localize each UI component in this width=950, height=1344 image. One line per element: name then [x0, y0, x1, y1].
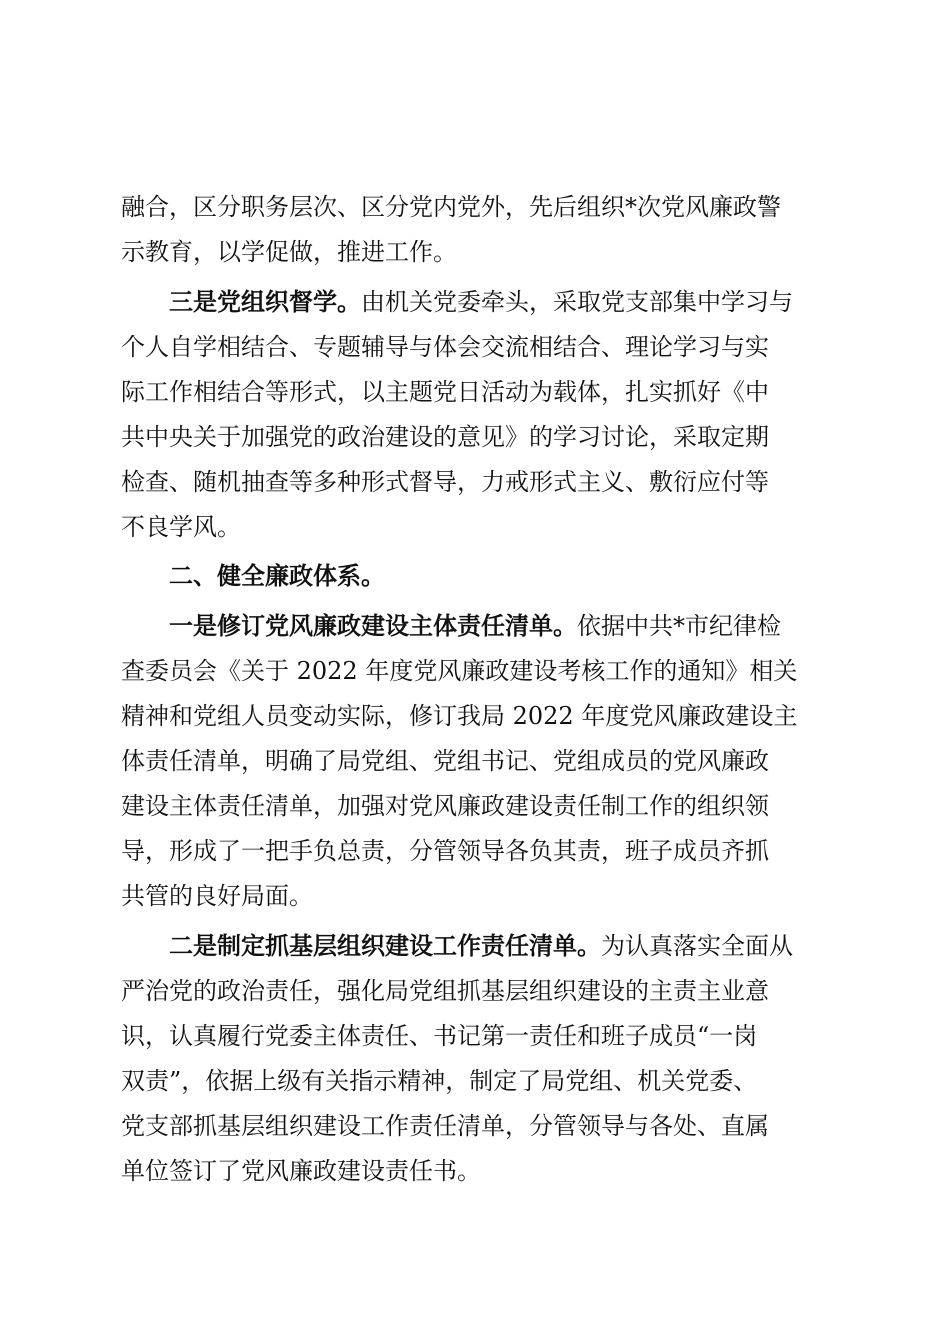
paragraph-grassroots-responsibility-list: [121, 923, 823, 1194]
paragraph-lead: 三是党组织督学。: [169, 287, 361, 316]
paragraph-lead: 二是制定抓基层组织建设工作责任清单。: [169, 931, 601, 960]
document-body: [121, 140, 823, 1198]
paragraph-text: 依据中共*市纪律检 查委员会《关于 2022 年度党风廉政建设考核工作的通知》相关 精神和党组人员变动实际，修订我局 2022 年度党风廉政建设主 体责任清单，明确了局党组、党组书记、党组成员的党风廉政 建设主体责任清单，加强对党风廉政建设责任制工作的组织领 导，形成了一把手负总责，分管领导各负其责，班子成员齐抓 共管的良好局面。: [121, 612, 798, 910]
paragraph-text: 为认真落实全面从 严治党的政治责任，强化局党组抓基层组织建设的主责主业意 识，认真履行党委主体责任、书记第一责任和班子成员“一岗 双责”，依据上级有关指示精神，制定了局党组、机关党委、 党支部抓基层组织建设工作责任清单，分管领导与各处、直属 单位签订了党风廉政建设责任书。: [121, 932, 793, 1185]
paragraph-text: 融合，区分职务层次、区分党内党外，先后组织*次党风廉政警 示教育，以学促做，推进工作。: [121, 193, 781, 266]
paragraph-continued: [121, 140, 823, 275]
section-heading: 二、健全廉政体系。: [169, 562, 385, 590]
paragraph-revise-responsibility-list: [121, 603, 823, 919]
paragraph-lead: 一是修订党风廉政建设主体责任清单。: [169, 611, 577, 640]
paragraph-text: 由机关党委牵头，采取党支部集中学习与 个人自学相结合、专题辅导与体会交流相结合、理论学习与实 际工作相结合等形式，以主题党日活动为载体，扎实抓好《中 共中央关于加强党的政治建设的意见》的学习讨论，采取定期 检查、随机抽查等多种形式督导，力戒形式主义、敷衍应付等 不良学风。: [121, 288, 793, 541]
paragraph-party-supervision: [121, 279, 823, 550]
